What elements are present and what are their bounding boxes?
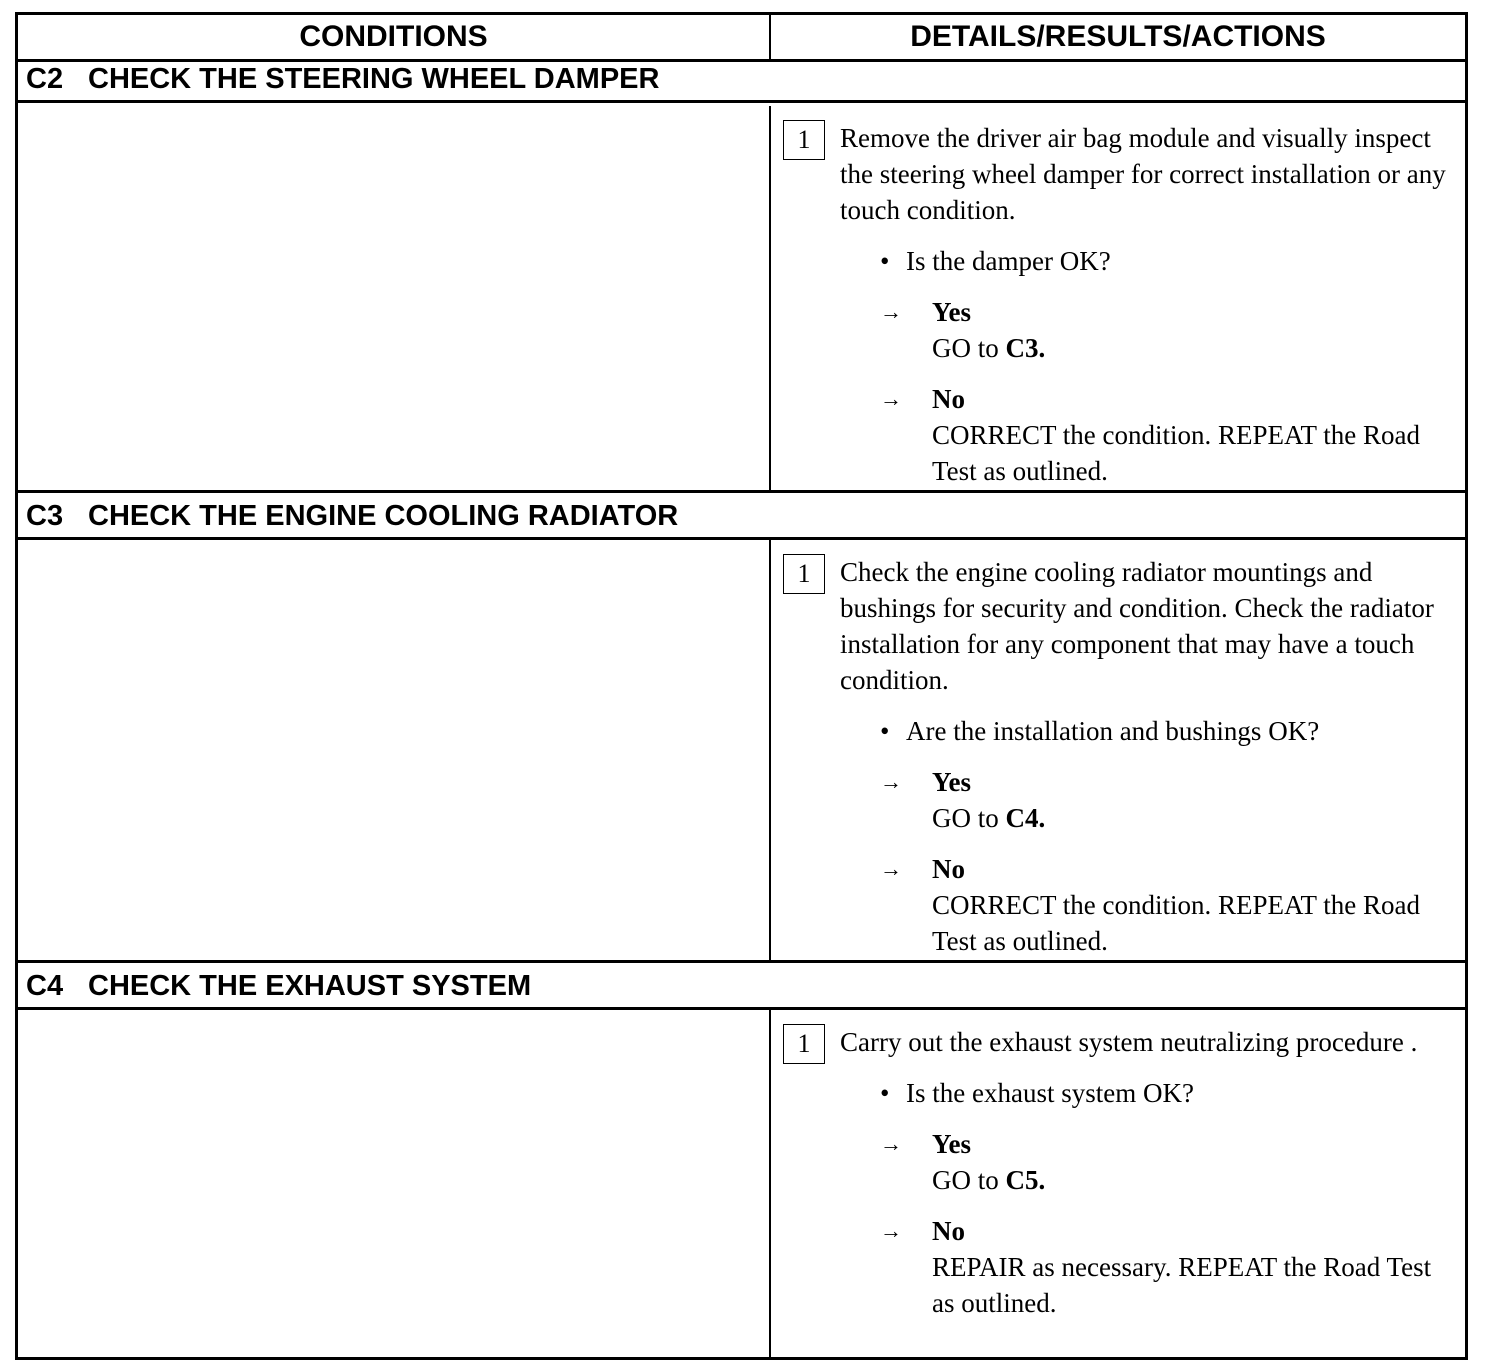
result-action: GO to C4. bbox=[932, 803, 1046, 833]
result-label: No bbox=[932, 1216, 965, 1246]
conditions-cell bbox=[18, 1010, 771, 1357]
conditions-header: CONDITIONS bbox=[18, 15, 771, 59]
question bbox=[780, 243, 1455, 279]
result-no bbox=[780, 851, 1455, 959]
bullet-icon: • bbox=[880, 716, 890, 746]
section-code: C3 bbox=[26, 500, 64, 532]
section-heading: CHECK THE STEERING WHEEL DAMPER bbox=[88, 63, 660, 95]
question-text: Is the damper OK? bbox=[906, 246, 1111, 276]
result-label: No bbox=[932, 854, 965, 884]
section-body-c4 bbox=[18, 1010, 1465, 1357]
result-no bbox=[780, 1213, 1455, 1321]
result-yes bbox=[780, 294, 1455, 366]
section-title-c3 bbox=[18, 496, 1465, 540]
result-label: Yes bbox=[932, 767, 971, 797]
arrow-right-icon: → bbox=[880, 769, 902, 794]
arrow-right-icon: → bbox=[880, 856, 902, 881]
result-yes bbox=[780, 764, 1455, 836]
result-action: CORRECT the condition. REPEAT the Road Test as outlined. bbox=[932, 890, 1421, 956]
table-header bbox=[18, 15, 1465, 62]
details-cell bbox=[780, 106, 1455, 489]
goto-target: C5. bbox=[1005, 1165, 1046, 1195]
question bbox=[780, 1075, 1455, 1111]
result-label: No bbox=[932, 384, 965, 414]
arrow-right-icon: → bbox=[880, 386, 902, 411]
result-action: CORRECT the condition. REPEAT the Road Test as outlined. bbox=[932, 420, 1421, 486]
step-text: Remove the driver air bag module and visually inspect the steering wheel damper for correct installation or any touch condition. bbox=[840, 123, 1446, 225]
section-code: C4 bbox=[26, 970, 64, 1002]
arrow-right-icon: → bbox=[880, 1131, 902, 1156]
section-title-c2 bbox=[18, 59, 1465, 103]
section-title-c4 bbox=[18, 966, 1465, 1010]
section-heading: CHECK THE ENGINE COOLING RADIATOR bbox=[88, 500, 679, 532]
section-body-c2 bbox=[18, 106, 1465, 493]
step-text: Carry out the exhaust system neutralizing procedure . bbox=[840, 1027, 1418, 1057]
result-action: GO to C5. bbox=[932, 1165, 1046, 1195]
result-action: REPAIR as necessary. REPEAT the Road Test as outlined. bbox=[932, 1252, 1432, 1318]
step bbox=[780, 1024, 1455, 1060]
arrow-right-icon: → bbox=[880, 1218, 902, 1243]
section-heading: CHECK THE EXHAUST SYSTEM bbox=[88, 970, 532, 1002]
result-yes bbox=[780, 1126, 1455, 1198]
step bbox=[780, 554, 1455, 698]
goto-target: C3. bbox=[1005, 333, 1046, 363]
bullet-icon: • bbox=[880, 1078, 890, 1108]
step-number-box: 1 bbox=[783, 120, 825, 160]
step bbox=[780, 120, 1455, 228]
result-label: Yes bbox=[932, 297, 971, 327]
details-header: DETAILS/RESULTS/ACTIONS bbox=[910, 20, 1326, 53]
step-number-box: 1 bbox=[783, 1024, 825, 1064]
details-cell bbox=[780, 540, 1455, 959]
goto-target: C4. bbox=[1005, 803, 1046, 833]
question bbox=[780, 713, 1455, 749]
result-action: GO to C3. bbox=[932, 333, 1046, 363]
bullet-icon: • bbox=[880, 246, 890, 276]
result-label: Yes bbox=[932, 1129, 971, 1159]
result-no bbox=[780, 381, 1455, 489]
details-cell bbox=[780, 1010, 1455, 1321]
diagnostic-table bbox=[15, 12, 1468, 1360]
step-number-box: 1 bbox=[783, 554, 825, 594]
section-body-c3 bbox=[18, 540, 1465, 963]
conditions-cell bbox=[18, 106, 771, 490]
question-text: Is the exhaust system OK? bbox=[906, 1078, 1194, 1108]
arrow-right-icon: → bbox=[880, 299, 902, 324]
section-code: C2 bbox=[26, 63, 64, 95]
step-text: Check the engine cooling radiator mountings and bushings for security and condition. Check the radiator installation for any component that may have a touch condition. bbox=[840, 557, 1434, 695]
question-text: Are the installation and bushings OK? bbox=[906, 716, 1320, 746]
conditions-cell bbox=[18, 540, 771, 960]
